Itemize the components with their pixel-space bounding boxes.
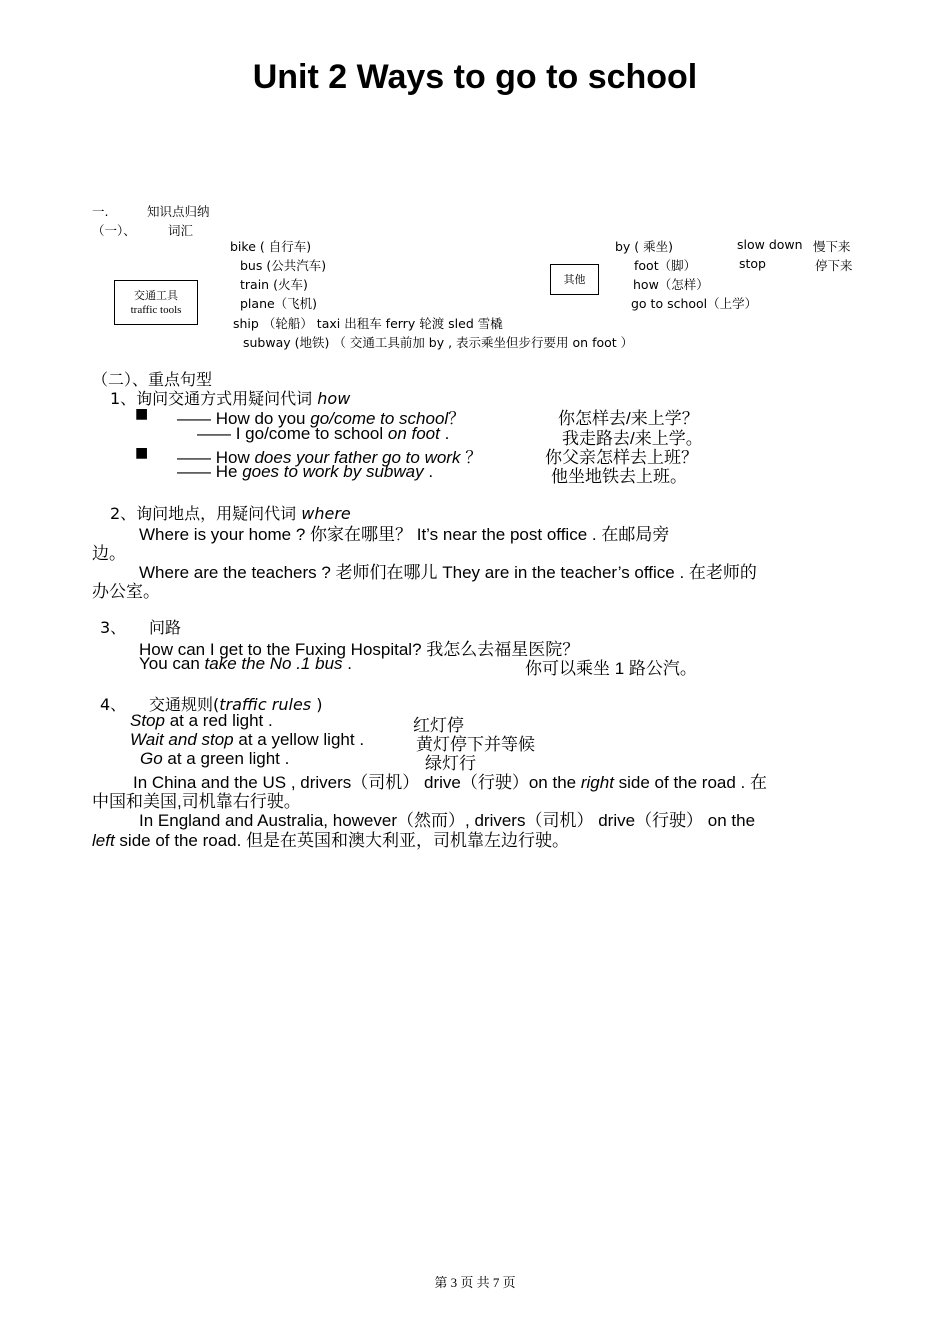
page-footer: 第 3 页 共 7 页 xyxy=(434,1275,516,1290)
section-number: 一. xyxy=(92,204,109,219)
s4-number: 4、 xyxy=(100,695,127,714)
rule-england-a3: , drivers xyxy=(465,811,526,830)
s1-a2-it: goes to work by subway xyxy=(242,462,424,481)
rule-go-it: Go xyxy=(140,749,163,768)
s3-line-2-cn: 你可以乘坐 1 路公汽。 xyxy=(525,659,697,678)
s2-line-1b: 边。 xyxy=(92,544,126,563)
s2-heading-word: where xyxy=(301,504,351,523)
rule-england-b xyxy=(92,826,569,851)
rule-stop xyxy=(130,711,273,731)
vocab-plane: plane（飞机) xyxy=(240,296,318,311)
s1-a1 xyxy=(197,424,449,444)
rule-england-a2: （然而） xyxy=(397,811,466,830)
vocab-ship-row: ship （轮船） taxi 出租车 ferry 轮渡 sled 雪橇 xyxy=(233,316,503,331)
s1-q2-cn: 你父亲怎样去上班？ xyxy=(545,448,698,467)
page-title: Unit 2 Ways to go to school xyxy=(252,58,698,96)
rule-wait-it: Wait and stop xyxy=(130,730,234,749)
bullet: ■ xyxy=(135,445,149,461)
s1-q2-it: does your father go to work xyxy=(254,448,461,467)
vocab-bus: bus (公共汽车) xyxy=(240,258,327,273)
s3-line-2-post: . xyxy=(342,654,352,673)
box-label-en: traffic tools xyxy=(130,304,182,316)
vocab-train: train (火车) xyxy=(240,277,308,292)
s1-q2-pre: —— How xyxy=(177,448,255,467)
s1-a2-pre: —— He xyxy=(177,462,243,481)
s3-number: 3、 xyxy=(100,618,127,637)
s1-a1-pre: —— I go/come to school xyxy=(197,424,388,443)
s4-heading-text: 交通规则( xyxy=(149,695,220,714)
s3-line-2 xyxy=(139,654,352,674)
rule-go-rest: at a green light . xyxy=(162,749,290,768)
rule-go xyxy=(140,749,289,769)
s2-heading-text: 2、询问地点，用疑问代词 xyxy=(110,504,297,523)
rule-england-b-it: left xyxy=(92,831,115,850)
s3-line-2-pre: You can xyxy=(139,654,205,673)
s3-heading: 问路 xyxy=(149,618,182,637)
rule-wait-cn: 黄灯停下并等候 xyxy=(416,735,535,754)
rule-england-a7: on the xyxy=(703,811,756,830)
s3-line-1: How can I get to the Fuxing Hospital? 我怎么去福星医院？ xyxy=(139,640,580,659)
s1-a2-post: . xyxy=(423,462,434,481)
s1-q2-post: ？ xyxy=(460,448,483,467)
vocab-go-to-school: go to school（上学） xyxy=(631,296,758,311)
rule-wait xyxy=(130,730,364,750)
subsection-number: （一）、 xyxy=(92,223,136,238)
s2-line-2b: 办公室。 xyxy=(92,582,160,601)
rule-china-pre: In China and the US , drivers（司机） drive（行驶）on the xyxy=(133,773,581,792)
rule-england-a4: （司机） xyxy=(525,811,594,830)
s1-heading-text: 1、询问交通方式用疑问代词 xyxy=(110,389,313,408)
rule-wait-rest: at a yellow light . xyxy=(233,730,365,749)
vocab-slow-down: slow down xyxy=(737,237,803,252)
s1-q1-it: go/come to school xyxy=(310,409,449,428)
vocab-how: how（怎样） xyxy=(633,277,709,292)
s1-a1-it: on foot xyxy=(387,424,440,443)
s4-heading-end: ) xyxy=(311,695,323,714)
rule-china-b: 中国和美国,司机靠右行驶。 xyxy=(92,792,301,811)
box-label-cn: 交通工具 xyxy=(134,290,178,302)
rule-go-cn: 绿灯行 xyxy=(425,754,476,773)
box-label-other: 其他 xyxy=(563,274,586,286)
vocab-subway-row: subway (地铁) （ 交通工具前加 by , 表示乘坐但步行要用 on foot ） xyxy=(243,335,634,350)
bullet: ■ xyxy=(135,406,149,422)
s1-a1-cn: 我走路去/来上学。 xyxy=(562,429,703,448)
other-box xyxy=(550,264,599,295)
vocab-stop-cn: 停下来 xyxy=(815,258,853,273)
section-heading: 知识点归纳 xyxy=(147,204,210,219)
s2-line-1: Where is your home ? 你家在哪里？ It’s near the post office . 在邮局旁 xyxy=(139,525,670,544)
s1-q1-cn: 你怎样去/来上学？ xyxy=(558,409,699,428)
vocab-bike: bike ( 自行车) xyxy=(230,239,312,254)
vocab-slow-down-cn: 慢下来 xyxy=(813,239,851,254)
s3-line-2-it: take the No .1 bus xyxy=(204,654,343,673)
s1-q1-pre: —— How do you xyxy=(177,409,311,428)
vocab-by: by ( 乘坐) xyxy=(615,239,674,254)
traffic-tools-box xyxy=(114,280,198,325)
s1-heading-word: how xyxy=(317,389,351,408)
rule-china-it: right xyxy=(580,773,614,792)
subsection-heading: 词汇 xyxy=(168,223,194,238)
s1-a2 xyxy=(177,462,433,482)
vocab-stop: stop xyxy=(739,256,766,271)
subsection-heading-2: （二）、重点句型 xyxy=(92,370,213,389)
rule-england-a5: drive xyxy=(593,811,636,830)
rule-england-b-cn: 但是在英国和澳大利亚，司机靠左边行驶。 xyxy=(246,831,570,850)
s2-line-2: Where are the teachers ? 老师们在哪儿 They are in the teacher’s office . 在老师的 xyxy=(139,563,757,582)
s4-heading-it: traffic rules xyxy=(219,695,312,714)
s1-a1-post: . xyxy=(439,424,450,443)
s1-a2-cn: 他坐地铁去上班。 xyxy=(551,467,687,486)
rule-england-a1: In England and Australia, however xyxy=(139,811,398,830)
vocab-foot: foot（脚） xyxy=(634,258,697,273)
s1-q1-post: ？ xyxy=(448,409,466,428)
rule-china-post: side of the road . 在 xyxy=(613,773,768,792)
rule-england-a6: （行驶） xyxy=(635,811,704,830)
rule-england-b-rest: side of the road. xyxy=(114,831,247,850)
rule-stop-it: Stop xyxy=(130,711,165,730)
rule-stop-cn: 红灯停 xyxy=(413,716,464,735)
rule-stop-rest: at a red light . xyxy=(164,711,273,730)
